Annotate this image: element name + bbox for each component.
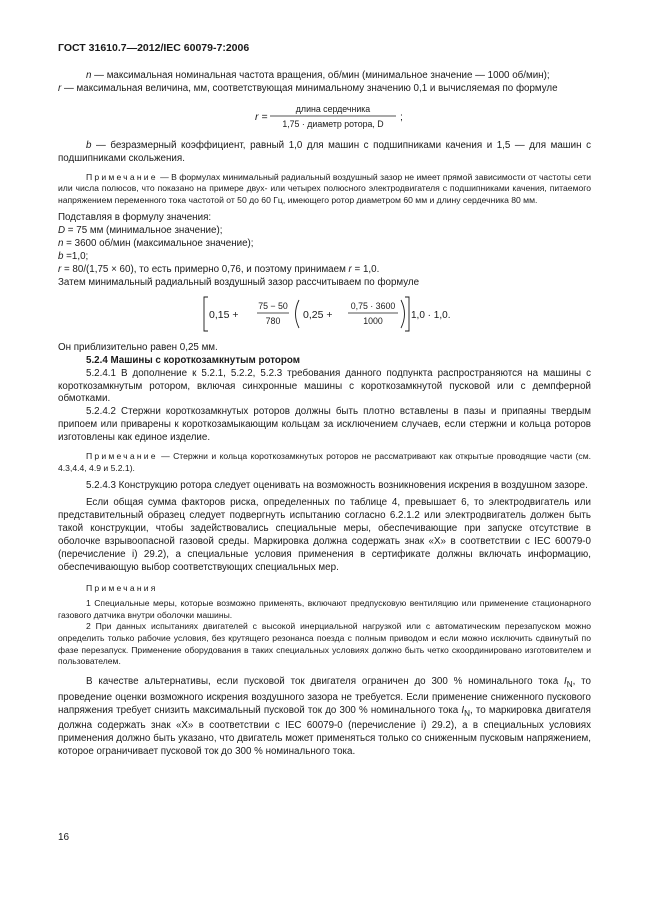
note-1-text: — В формулах минимальный радиальный воздушный зазор не имеет прямой зависимости от частоты сети или числа полюсов, что показано на примере двух- или четырех полюсного электродвигателя с подшипниками качения, питаемого напряжением переменного тока частотой от 50 до 60 Гц, имеющего ротор диаметром 60 мм и длину сердечника 80 мм. <box>58 171 591 205</box>
substitution-n <box>58 238 591 251</box>
alternative-text-3: , то маркировка двигателя должна содержать знак «Х» в соответствии с IEC 60079-0 (перечисление i) 29.2), а в специальных условиях применения должно быть указано, что двигатель может применяться только со сниженным пусковым напряжением, которое ограничивает пусковой ток до 300 % номинального тока. <box>58 704 591 758</box>
definition-b <box>58 140 591 166</box>
formula-r-numerator: длина сердечника <box>295 103 371 114</box>
formula-r <box>58 99 591 133</box>
formula-gap-fraction-1-numerator: 75 − 50 <box>258 300 288 311</box>
note-1 <box>58 172 591 207</box>
substitution-r-text1: = 80/(1,75 × 60), то есть примерно 0,76, и поэтому принимаем <box>61 264 349 276</box>
alternative-text-1: В качестве альтернативы, если пусковой ток двигателя ограничен до 300 % номинального тока <box>86 675 564 687</box>
substitution-r-text2: = 1,0. <box>351 264 380 276</box>
definition-r-text: — максимальная величина, мм, соответствующая минимальному значению 0,1 и вычисляемая по формуле <box>61 82 558 94</box>
formula-gap-term-b: 0,25 + <box>303 308 333 321</box>
symbol-n: n <box>86 70 92 81</box>
symbol-I-2: I <box>461 704 465 716</box>
result-line: Он приблизительно равен 0,25 мм. <box>58 341 218 353</box>
formula-gap-left-paren <box>296 300 300 328</box>
formula-gap-fraction-1-denominator: 780 <box>265 315 281 326</box>
section-heading: 5.2.4 Машины с короткозамкнутым ротором <box>86 354 300 366</box>
symbol-r3: r <box>348 264 352 276</box>
note-2-label: Примечание <box>86 451 158 462</box>
subscript-N-2: N <box>464 708 471 718</box>
formula-gap-fraction-2-numerator: 0,75 · 3600 <box>350 300 396 311</box>
notes-item-2: 2 При данных испытаниях двигателей с высокой инерциальной нагрузкой или с автоматическим перезапуском можно определить только рабочие условия, без крутящего резонанса поезда с полным приводом и если можно исключить сдвинутый по фазе перезапуск. Применение оборудования в таких специальных условиях должно быть четко скоординировано изготовителем и пользователем. <box>58 621 591 667</box>
clause-5-2-4-3: 5.2.4.3 Конструкцию ротора следует оценивать на возможность возникновения искрения в воздушном зазоре. <box>86 480 588 492</box>
alternative-text-2: , то проведение оценки возможного искрения воздушного зазора не требуется. Если применение сниженного пускового напряжения требует снизить максимальный пусковой ток до 300 % номинального тока <box>58 675 591 716</box>
substitution-D <box>58 225 591 238</box>
symbol-n2: n <box>58 238 64 250</box>
substitution-D-text: = 75 мм (минимальное значение); <box>65 225 223 237</box>
formula-gap-fraction-2-denominator: 1000 <box>363 315 383 326</box>
symbol-r2: r <box>58 264 62 276</box>
note-1-label: Примечание <box>86 171 158 182</box>
note-2-text: — Стержни и кольца короткозамкнутых роторов не рассматривают как открытые проводящие части (см. 4.3,4.4, 4.9 и 5.2.1). <box>58 451 591 473</box>
clause-5-2-4-2: 5.2.4.2 Стержни короткозамкнутых роторов должны быть плотно вставлены в пазы и припаяны твердым припоем или приварены к короткозамыкающим кольцам за исключением случаев, если стержни и кольца роторов изготовлены как единое изделие. <box>58 406 591 444</box>
formula-gap <box>58 294 591 334</box>
alternative-paragraph <box>58 676 591 759</box>
page-content <box>58 70 591 759</box>
document-header: ГОСТ 31610.7—2012/IEC 60079-7:2006 <box>58 42 250 54</box>
formula-r-denominator: 1,75 · диаметр ротора, D <box>282 118 384 129</box>
formula-gap-right-bracket <box>405 297 409 331</box>
risk-paragraph: Если общая сумма факторов риска, определенных по таблице 4, превышает 6, то электродвигатель или представительный образец следует подвергнуть испытанию согласно 6.2.1.2 или электродвигатель должен быть такой конструкции, чтобы задействовались специальные меры, обеспечивающие при запуске отсутствие в оболочке взрывоопасной газовой среды. Маркировка должна содержать знак «Х» в соответствии с IEC 60079-0 (перечисление i) 29.2), а специальные условия применения в сертификате должны включать информацию, обеспечивающую выбор соответствующих специальных мер. <box>58 497 591 573</box>
definition-n-text: — максимальная номинальная частота вращения, об/мин (минимальное значение — 1000 об/мин); <box>91 70 550 81</box>
notes-item-1: 1 Специальные меры, которые возможно применять, включают предпусковую вентиляцию или применение стационарного газового датчика внутри оболочки машины. <box>58 598 591 620</box>
formula-gap-left-bracket <box>204 297 208 331</box>
symbol-I-1: I <box>563 675 567 687</box>
definition-r <box>58 83 591 96</box>
symbol-b2: b <box>58 251 64 263</box>
formula-gap-tail: 1,0 · 1,0. <box>411 309 451 321</box>
page-number: 16 <box>58 832 70 843</box>
substitution-intro: Подставляя в формулу значения: <box>58 212 212 224</box>
notes-label: Примечания <box>86 582 158 593</box>
clause-5-2-4-1: 5.2.4.1 В дополнение к 5.2.1, 5.2.2, 5.2.3 требования данного подпункта распространяются на машины с короткозамкнутым ротором, включая синхронные машины с короткозамкнутой пусковой или с демпферной обмотками. <box>58 367 591 405</box>
symbol-D: D <box>58 225 66 237</box>
substitution-b-text: =1,0; <box>63 251 89 263</box>
formula-gap-right-paren <box>401 300 405 328</box>
substitution-n-text: = 3600 об/мин (максимальное значение); <box>63 238 254 250</box>
symbol-r: r <box>58 82 62 94</box>
definition-b-text: — безразмерный коэффициент, равный 1,0 для машин с подшипниками качения и 1,5 — для машин с подшипниками скольжения. <box>58 139 591 164</box>
definition-n <box>58 70 591 83</box>
formula-r-tail: ; <box>400 110 403 123</box>
substitution-b <box>58 251 591 264</box>
formula-r-lhs: r = <box>255 110 268 123</box>
substitution-r <box>58 264 591 277</box>
formula-intro: Затем минимальный радиальный воздушный зазор рассчитываем по формуле <box>58 276 420 288</box>
subscript-N-1: N <box>566 679 573 689</box>
symbol-b: b <box>86 139 92 151</box>
formula-gap-term-a: 0,15 + <box>209 308 239 321</box>
note-2 <box>58 451 591 474</box>
